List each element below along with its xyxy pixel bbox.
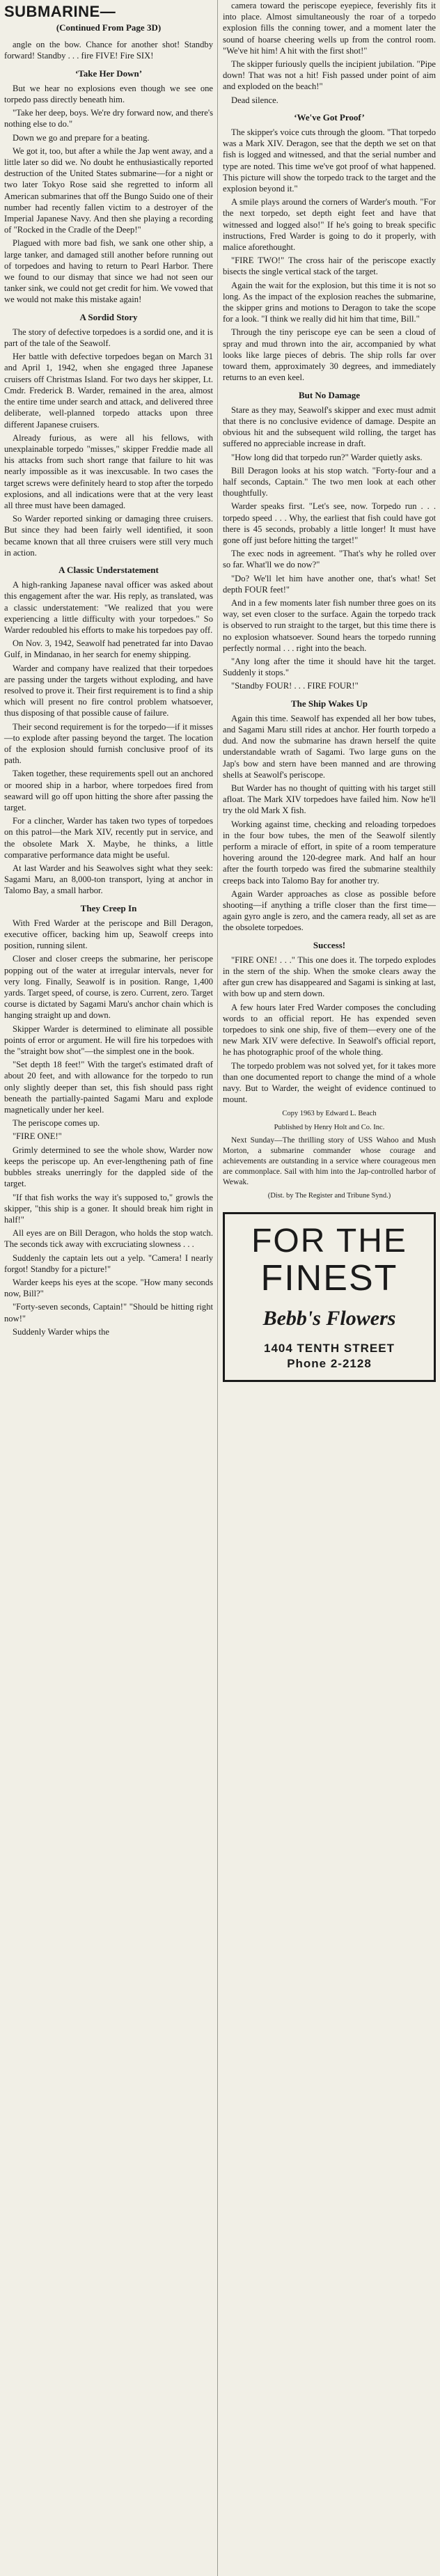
paragraph: The skipper's voice cuts through the gloom. "That torpedo was a Mark XIV. Deragon, see that the depth we set on that fish is logged and witnessed, and that the serial number and type are noted. This time we've got proof of what happened. This picture will show the torpedo track to the target and the explosion beyond it." [223, 127, 436, 194]
paragraph: "FIRE ONE!" [13, 1131, 62, 1142]
paragraph: Through the tiny periscope eye can be seen a cloud of spray and mud thrown into the air, accompanied by what looks like large pieces of debris. The ship rolls far over toward them, approximately 30 degrees, and immediately returns to an even keel. [223, 327, 436, 383]
subheading: But No Damage [298, 389, 361, 400]
left-column-body [4, 39, 213, 1337]
paragraph: Her battle with defective torpedoes began on March 31 and April 1, 1942, when she engaged three Japanese cruisers off Christmas Island. For two days her skipper, Lt. Cmdr. Frederick B. Warder, remained in the area, almost the entire time under search and attack, and delivered three deliberate, well-planned torpedo attacks upon three different Japanese cruisers. [4, 352, 213, 430]
paragraph: Down we go and prepare for a beating. [13, 132, 150, 143]
paragraph: Warder and company have realized that their torpedoes are passing under the targets without exploding, and have resolved to prove it. Their first requirement is to find a ship which will present no fire control problem whatsoever, thus disposing of that possible cause of failure. [4, 663, 213, 718]
paragraph: Plagued with more bad fish, we sank one other ship, a large tanker, and damaged still another before running out of torpedoes and having to return to Pearl Harbor. There we found to our dismay that since we had not seen our tanker sink, we could not get credit for him. We vowed that we would not make this mistake again! [4, 238, 213, 305]
paragraph: And in a few moments later fish number three goes on its way, set even closer to the surface. Again the torpedo track is observed to run straight to the target, but this time there is no explosion whatsoever. Sound hears the torpedo running perfectly normal . . . right into the beach. [223, 597, 436, 653]
paragraph: The skipper furiously quells the incipient jubilation. "Pipe down! That was not a hit! Fish passed under point of aim and exploded on the beach!" [223, 59, 436, 92]
ad-phone: Phone 2-2128 [287, 1356, 372, 1370]
paragraph: Closer and closer creeps the submarine, her periscope popping out of the water at irregular intervals, never for very long. Finally, Seawolf is in position. Range, 1,400 yards. Target speed, of course, is zero. Current, zero. Target course is dictated by Sagami Maru's anchor chain which is hanging straight up and down. [4, 954, 213, 1021]
right-column-body [223, 0, 436, 1202]
paragraph: "Any long after the time it should have hit the target. Suddenly it stops." [223, 656, 436, 678]
ad-shop-name: Bebb's Flowers [262, 1306, 396, 1330]
subheading: They Creep In [80, 902, 137, 913]
paragraph: Grimly determined to see the whole show, Warder now keeps the periscope up. An ever-lengthening path of fine bubbles streaks unerringly for the dappled side of the target. [4, 1145, 213, 1189]
article-title: SUBMARINE— [4, 3, 116, 20]
paragraph: angle on the bow. Chance for another shot! Standby forward! Standby . . . fire FIVE! Fire SIX! [4, 40, 213, 61]
subheading: Success! [313, 939, 346, 950]
flower-shop-ad [223, 1212, 436, 1382]
paragraph: But Warder has no thought of quitting with his target still afloat. The Mark XIV torpedoes have failed him. Now he'll try the old Mark X fish. [223, 783, 436, 816]
syndication-note: (Dist. by The Register and Tribune Synd.) [267, 1192, 391, 1200]
next-week-teaser: Next Sunday—The thrilling story of USS Wahoo and Mush Morton, a submarine commander whose courage and achievements are outstanding in a service where courageous men are commonplace. Sail with him into the Jap-controlled harbor of Wewak. [223, 1136, 436, 1187]
article-column-left [4, 0, 213, 1340]
paragraph: Stare as they may, Seawolf's skipper and exec must admit that there is no conclusive evidence of damage. Despite an obvious hit and the subsequent wild rolling, the target has suffered no appreciable increase in draft. [223, 405, 436, 449]
paragraph: The story of defective torpedoes is a sordid one, and it is part of the tale of the Seawolf. [4, 327, 213, 349]
copyright-line: Published by Henry Holt and Co. Inc. [274, 1124, 385, 1132]
paragraph: Bill Deragon looks at his stop watch. "Forty-four and a half seconds, Captain." The two men look at each other thoughtfully. [223, 465, 436, 498]
paragraph: "If that fish works the way it's supposed to," growls the skipper, "this ship is a goner. It should break him right in half!" [4, 1192, 213, 1225]
paragraph: "FIRE ONE! . . ." This one does it. The torpedo explodes in the stern of the ship. When the smoke clears away the after gun crew has disappeared and Sagami is sinking at last, with bow up and stern down. [223, 955, 437, 999]
paragraph: At last Warder and his Seawolves sight what they seek: Sagami Maru, an 8,000-ton transport, lying at anchor in Talomo Bay, a small harbor. [4, 863, 213, 896]
paragraph: Warder keeps his eyes at the scope. "How many seconds now, Bill?" [4, 1277, 213, 1299]
subheading: ‘We've Got Proof’ [294, 111, 365, 123]
subheading: The Ship Wakes Up [291, 698, 368, 709]
paragraph: Suddenly the captain lets out a yelp. "Camera! I nearly forgot! Standby for a picture!" [4, 1252, 213, 1274]
paragraph: All eyes are on Bill Deragon, who holds the stop watch. The seconds tick away with excruciating slowness . . . [4, 1228, 213, 1250]
paragraph: Warder speaks first. "Let's see, now. Torpedo run . . . torpedo speed . . . Why, the earliest that fish could have got there is 45 seconds, probably a little longer! It must have gone off just before hitting the target!" [223, 501, 436, 545]
paragraph: On Nov. 3, 1942, Seawolf had penetrated far into Davao Gulf, in Mindanao, in her search for enemy shipping. [4, 638, 213, 660]
subheading: A Sordid Story [79, 311, 138, 322]
paragraph: Working against time, checking and reloading torpedoes in the four bow tubes, the men of the Seawolf silently perform a miracle of effort, in spite of a room temperature hovering around the 120-degree mark. And half an hour after the fourth torpedo was fired the submarine stealthily creeps back into Talomo Bay for another try. [223, 819, 436, 886]
paragraph: Again Warder approaches as close as possible before shooting—if anything a trifle closer than the first time—again gyro angle is zero, and the camera ready, all set as are the obsolete torpedoes. [223, 888, 436, 933]
paragraph: A high-ranking Japanese naval officer was asked about this engagement after the war. His reply, as translated, was a classic understatement: "We realized that you were experiencing a little difficulty with your torpedoes." So Warder redoubled his efforts to make his torpedoes pay off. [4, 580, 213, 635]
paragraph: The exec nods in agreement. "That's why he rolled over so far. What'll we do now?" [223, 549, 436, 570]
paragraph: "Set depth 18 feet!" With the target's estimated draft of about 20 feet, and with allowance for the torpedo to run only slightly deeper than set, this fish should pass right beneath the partially-painted Sagami Maru and explode magnetically under her keel. [4, 1060, 213, 1115]
continued-line: (Continued From Page 3D) [56, 22, 162, 33]
ad-headline-top: FOR THE [251, 1222, 407, 1259]
paragraph: Suddenly Warder whips the [13, 1326, 110, 1337]
paragraph: The periscope comes up. [13, 1118, 100, 1129]
article-column-right [223, 0, 436, 1382]
paragraph: We got it, too, but after a while the Jap went away, and a little later so did we. No doubt he enthusiastically reported destruction of the United States submarine—for a night or two later Tokyo Rose said she regretted to inform all American submarines that off the Bungo Suido one of their number had recently fallen victim to a destroyer of the Imperial Japanese Navy. And then she playing a recording of "Rocked in the Cradle of the Deep!" [4, 146, 213, 235]
column-rule [217, 0, 218, 2576]
paragraph: With Fred Warder at the periscope and Bill Deragon, executive officer, backing him up, Seawolf creeps into position, running silent. [4, 918, 213, 951]
paragraph: Their second requirement is for the torpedo—if it misses—to explode after passing beyond the target. The location of the explosion should furnish conclusive proof of its path. [4, 721, 213, 766]
paragraph: The torpedo problem was not solved yet, for it takes more than one documented report to change the mind of a whole navy. But to Warder, the weight of evidence continued to mount. [223, 1060, 436, 1105]
paragraph: Taken together, these requirements spell out an anchored or moored ship in a harbor, where torpedoes fired from seaward will go off upon hitting the shore after passing the target. [4, 769, 213, 812]
paragraph: "Forty-seven seconds, Captain!" "Should be hitting right now!" [4, 1302, 213, 1324]
paragraph: "Take her deep, boys. We're dry forward now, and there's nothing else to do." [4, 108, 213, 129]
paragraph: "FIRE TWO!" The cross hair of the periscope exactly bisects the single vertical stack of the target. [223, 256, 436, 277]
paragraph: Already furious, as were all his fellows, with unexplainable torpedo "misses," skipper Freddie made all his attacks from such short range that failure to hit was nearly impossible as it was inexcusable. In two cases the target screws were definitely heard to stop after the torpedo explosions, and all indications were that at the very least all three must have been damaged. [4, 432, 213, 510]
paragraph: Dead silence. [231, 95, 278, 105]
paragraph: camera toward the periscope eyepiece, feverishly fits it into place. Almost simultaneously the roar of a torpedo explosion fills the conning tower, and a moment later the sound of hoarse cheering wells up from the control room. "We've hit him! A hit with the first shot!" [223, 1, 436, 56]
paragraph: Skipper Warder is determined to eliminate all possible points of error or argument. He will fire his torpedoes with the "straight bow shot"—the simplest one in the book. [4, 1023, 213, 1057]
paragraph: For a clincher, Warder has taken two types of torpedoes on this patrol—the Mark XIV, recently put in service, and the obsolete Mark X. Maybe, he thinks, a little comparative performance data might be useful. [4, 816, 213, 860]
subheading: ‘Take Her Down’ [74, 68, 143, 79]
paragraph: "How long did that torpedo run?" Warder quietly asks. [231, 452, 423, 462]
ad-address: 1404 TENTH STREET [264, 1341, 395, 1355]
paragraph: "Standby FOUR! . . . FIRE FOUR!" [231, 681, 359, 691]
paragraph: But we hear no explosions even though we see one torpedo pass directly beneath him. [4, 83, 213, 105]
paragraph: A few hours later Fred Warder composes the concluding words to an official report. He has expended seven torpedoes to sink one ship, five of them—every one of the new Mark XIV were defective. In Seawolf's official report, he has photographic proof of the whole thing. [223, 1002, 436, 1058]
paragraph: "Do? We'll let him have another one, that's what! Set depth FOUR feet!" [223, 573, 436, 595]
paragraph: A smile plays around the corners of Warder's mouth. "For the next torpedo, set depth eight feet and have that witnessed and logged also!" If he's going to break specific instructions, Fred Warder is going to do it properly, with malice aforethought. [223, 197, 436, 253]
paragraph: So Warder reported sinking or damaging three cruisers. But since they had been fairly well identified, it soon became known that all three cruisers were still very much in action. [4, 514, 213, 558]
copyright-line: Copy 1963 by Edward L. Beach [282, 1110, 377, 1118]
subheading: A Classic Understatement [58, 564, 159, 575]
paragraph: Again the wait for the explosion, but this time it is not so long. As the impact of the explosion reaches the submarine, the skipper grins and motions to Deragon to take the scope for a look. "I think we really did hit him that time, Bill." [223, 280, 436, 324]
paragraph: Again this time. Seawolf has expended all her bow tubes, and Sagami Maru still rides at anchor. Her fourth torpedo a dud. And now the submarine has drawn herself the quite understandable wrath of Sagami. Two large guns on the Jap's bow and stern have been manned and are throwing shells at Seawolf's periscope. [223, 713, 436, 780]
ad-headline-bottom: FINEST [260, 1257, 398, 1298]
